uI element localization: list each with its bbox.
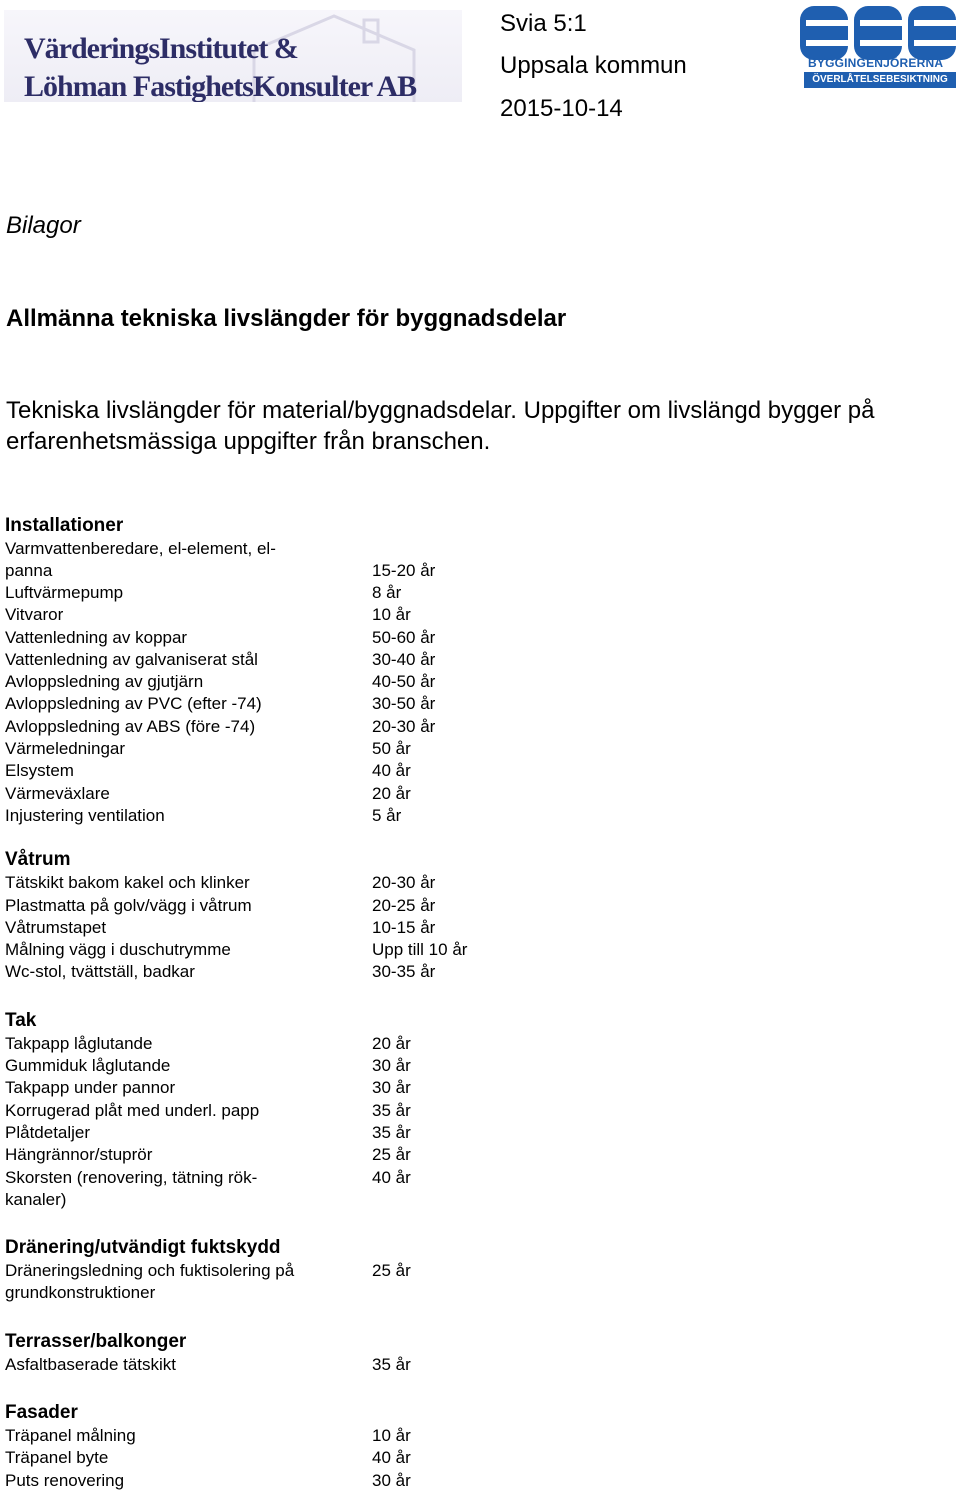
- item-name: Hängrännor/stuprör: [5, 1145, 153, 1165]
- item-name: Vattenledning av koppar: [5, 627, 188, 647]
- item-life: 35 år: [372, 1354, 411, 1374]
- item-name: Wc-stol, tvättställ, badkar: [5, 962, 195, 982]
- group-title: Fasader: [5, 1402, 78, 1424]
- table-row: [5, 538, 505, 582]
- item-name: Injustering ventilation: [5, 805, 165, 825]
- group-fasader: [5, 1401, 505, 1492]
- item-life: 35 år: [372, 1122, 411, 1142]
- item-name: Dräneringsledning och fuktisolering på grundkonstruktioner: [5, 1261, 295, 1303]
- item-life: 10 år: [372, 1426, 411, 1446]
- item-life: 8 år: [372, 583, 402, 602]
- item-life: 50 år: [372, 739, 411, 759]
- item-life: 40 år: [372, 761, 411, 781]
- item-life: 30-35 år: [372, 962, 436, 982]
- table-row: [5, 805, 505, 827]
- page-title: Allmänna tekniska livslängder för byggnadsdelar: [6, 305, 567, 332]
- table-row: [5, 1122, 505, 1144]
- table-row: [5, 671, 505, 693]
- item-life: 25 år: [372, 1145, 411, 1165]
- item-name: Vattenledning av galvaniserat stål: [5, 649, 258, 669]
- item-name: Gummiduk låglutande: [5, 1056, 171, 1076]
- property-reference: Svia 5:1: [500, 10, 587, 37]
- report-date: 2015-10-14: [500, 95, 623, 122]
- table-row: [5, 783, 505, 805]
- item-life: 20 år: [372, 1033, 411, 1053]
- item-name: Avloppsledning av ABS (före -74): [5, 716, 256, 736]
- item-name: Avloppsledning av gjutjärn: [5, 672, 204, 692]
- sbr-letter-b: [854, 6, 902, 60]
- item-life: 25 år: [372, 1261, 411, 1281]
- item-name: Avloppsledning av PVC (efter -74): [5, 694, 262, 714]
- item-name: Tätskikt bakom kakel och klinker: [5, 873, 250, 893]
- item-life: 40 år: [372, 1448, 411, 1468]
- table-row: [5, 649, 505, 671]
- item-name: Plåtdetaljer: [5, 1122, 91, 1142]
- table-row: [5, 1144, 505, 1166]
- item-life: 35 år: [372, 1100, 411, 1120]
- lifespan-table: [5, 514, 505, 1492]
- item-name: Varmvattenberedare, el-element, el-panna: [5, 539, 276, 580]
- item-name: Plastmatta på golv/vägg i våtrum: [5, 895, 252, 915]
- item-name: Våtrumstapet: [5, 917, 107, 937]
- group-title: Våtrum: [5, 849, 71, 871]
- table-row: [5, 604, 505, 626]
- sbr-logo: [800, 6, 958, 90]
- group-title: Tak: [5, 1009, 37, 1031]
- table-row: [5, 1055, 505, 1077]
- item-life: 5 år: [372, 805, 402, 825]
- table-row: [5, 1447, 505, 1469]
- table-row: [5, 895, 505, 917]
- item-name: Vitvaror: [5, 605, 64, 625]
- company-logo: [4, 10, 462, 102]
- item-name: Träpanel byte: [5, 1448, 109, 1468]
- table-row: [5, 917, 505, 939]
- item-life: 40 år: [372, 1167, 411, 1187]
- sbr-letter-r: [908, 6, 956, 60]
- item-name: Luftvärmepump: [5, 583, 124, 602]
- logo-line-2: Löhman FastighetsKonsulter AB: [24, 70, 417, 102]
- item-life: 20-30 år: [372, 716, 436, 736]
- item-life: 20 år: [372, 783, 411, 803]
- table-row: [5, 1167, 505, 1212]
- item-life: 40-50 år: [372, 672, 436, 692]
- group-vatrum: [5, 848, 505, 983]
- intro-paragraph: Tekniska livslängder för material/byggnadsdelar. Uppgifter om livslängd bygger på erfarenhetsmässiga uppgifter från branschen.: [6, 397, 875, 455]
- group-tak: [5, 1009, 505, 1211]
- table-row: [5, 1354, 505, 1376]
- table-row: [5, 1260, 505, 1305]
- group-title: Dränering/utvändigt fuktskydd: [5, 1237, 281, 1259]
- group-terrasser: [5, 1330, 505, 1376]
- table-row: [5, 716, 505, 738]
- table-row: [5, 693, 505, 715]
- group-installationer: [5, 514, 505, 827]
- section-label: Bilagor: [6, 212, 81, 239]
- table-row: [5, 582, 505, 604]
- table-row: [5, 961, 505, 983]
- sbr-name: BYGGINGENJÖRERNA: [808, 56, 944, 70]
- item-name: Målning vägg i duschutrymme: [5, 940, 231, 960]
- group-dranering: [5, 1236, 505, 1305]
- item-name: Takpapp låglutande: [5, 1033, 153, 1053]
- item-name: Träpanel målning: [5, 1426, 136, 1446]
- table-row: [5, 939, 505, 961]
- group-title: Installationer: [5, 515, 124, 536]
- sbr-subtitle: ÖVERLÅTELSEBESIKTNING: [804, 72, 956, 88]
- item-life: Upp till 10 år: [372, 940, 468, 960]
- item-name: Värmeväxlare: [5, 783, 110, 803]
- item-life: 15-20 år: [372, 561, 436, 580]
- item-name: Korrugerad plåt med underl. papp: [5, 1100, 260, 1120]
- municipality: Uppsala kommun: [500, 52, 687, 79]
- item-life: 10 år: [372, 605, 411, 625]
- item-life: 30 år: [372, 1470, 411, 1490]
- table-row: [5, 872, 505, 894]
- table-row: [5, 1077, 505, 1099]
- table-row: [5, 1100, 505, 1122]
- item-name: Puts renovering: [5, 1470, 125, 1490]
- table-row: [5, 1033, 505, 1055]
- item-life: 10-15 år: [372, 917, 436, 937]
- table-row: [5, 1470, 505, 1492]
- item-life: 50-60 år: [372, 627, 436, 647]
- item-life: 20-30 år: [372, 873, 436, 893]
- table-row: [5, 1425, 505, 1447]
- item-life: 30 år: [372, 1078, 411, 1098]
- item-name: Takpapp under pannor: [5, 1078, 176, 1098]
- item-name: Värmeledningar: [5, 739, 126, 759]
- item-name: Skorsten (renovering, tätning rök-kanaler): [5, 1167, 258, 1209]
- sbr-letter-s: [800, 6, 848, 60]
- item-life: 20-25 år: [372, 895, 436, 915]
- table-row: [5, 760, 505, 782]
- item-life: 30-50 år: [372, 694, 436, 714]
- table-row: [5, 738, 505, 760]
- group-title: Terrasser/balkonger: [5, 1330, 187, 1352]
- item-life: 30-40 år: [372, 649, 436, 669]
- item-name: Asfaltbaserade tätskikt: [5, 1354, 177, 1374]
- item-life: 30 år: [372, 1056, 411, 1076]
- logo-line-1: VärderingsInstitutet &: [24, 32, 298, 65]
- table-row: [5, 627, 505, 649]
- item-name: Elsystem: [5, 761, 74, 781]
